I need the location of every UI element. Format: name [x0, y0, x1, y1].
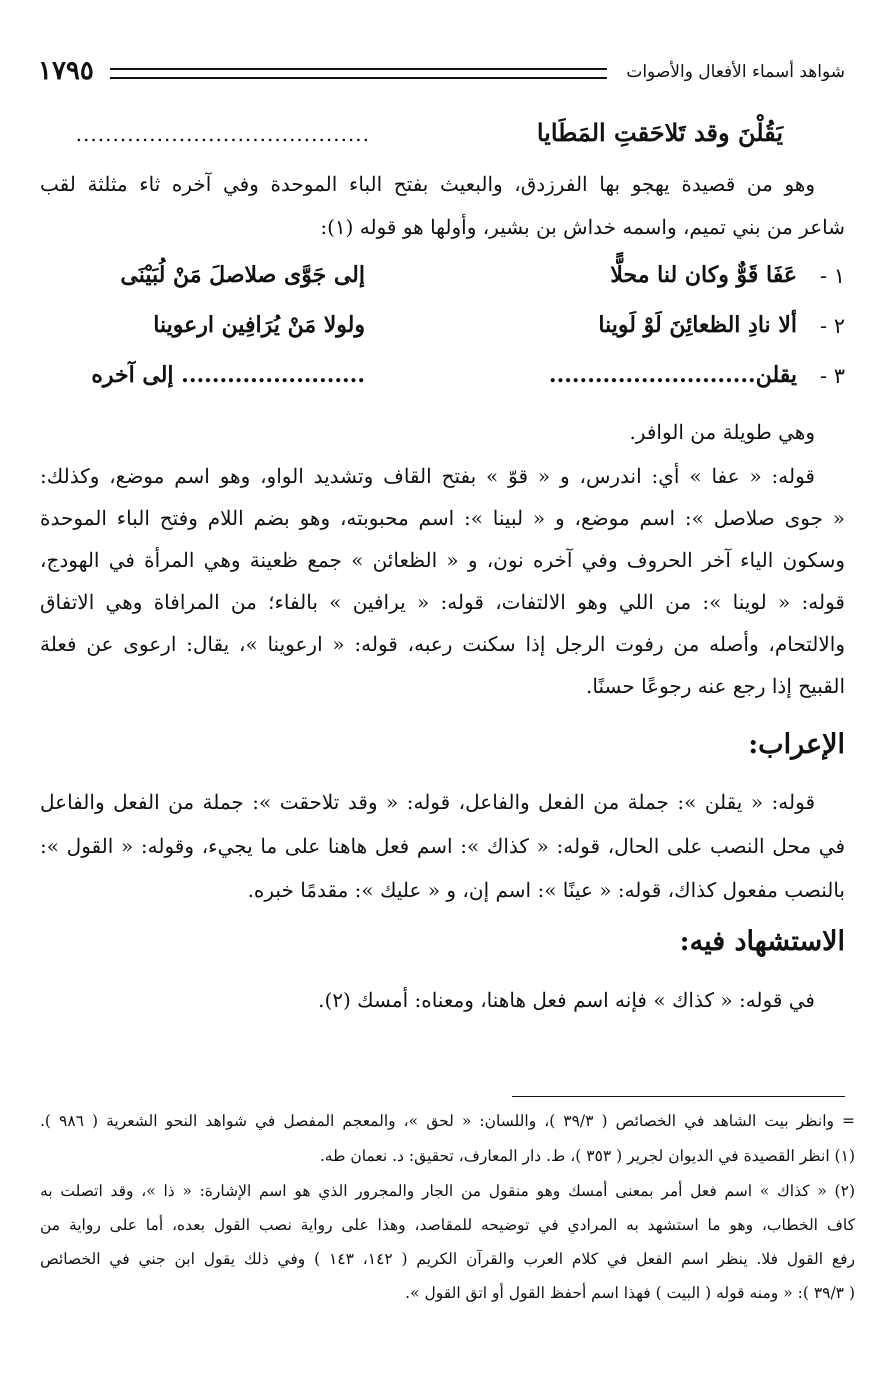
footnote-continuation: = وانظر بيت الشاهد في الخصائص ( ٣٩/٣ )، واللسان: « لحق »، والمعجم المفصل في شواهد النحو الشعرية ( ٩٨٦ ). — [40, 1112, 855, 1130]
gloss-line-6: القبيح إذا رجع عنه رجوعًا حسنًا. — [586, 674, 845, 698]
gloss-line-5: والالتحام، وأصله من رفوت الرجل إذا سكنت رعبه، قوله: « ارعوينا »، يقال: ارعوى عن فعلة — [40, 632, 845, 656]
gloss-line-1: قوله: « عفا » أي: اندرس، و « قوّ » بفتح القاف وتشديد الواو، وهو اسم موضع، وكذلك: — [40, 464, 815, 488]
verse-line-2 — [40, 312, 845, 354]
footnote-1: (١) انظر القصيدة في الديوان لجرير ( ٣٥٣ )، ط. دار المعارف، تحقيق: د. نعمان طه. — [319, 1147, 855, 1165]
gloss-line-3: وسكون الياء آخر الحروف وفي آخره نون، و « الظعائن » جمع ظعينة وهي المرأة في الهودج، — [40, 548, 845, 572]
footnote-2-line-3: رفع القول فلا. ينظر اسم الفعل في كلام العرب والقرآن الكريم ( ١٤٢، ١٤٣ ) وفي ذلك يقول ابن جني في الخصائص — [40, 1250, 855, 1268]
header-title: شواهد أسماء الأفعال والأصوات — [626, 62, 845, 82]
verse-number: ٢ - — [819, 314, 845, 338]
verse-heading-dots: ........................................ — [75, 122, 370, 146]
verse-number: ٣ - — [819, 364, 845, 388]
verse-second-hemistich: ولولا مَنْ يُرَافِين ارعوينا — [153, 312, 365, 338]
i3rab-line-2: في محل النصب على الحال، قوله: « كذاك »: اسم فعل هاهنا على ما يجيء، وقوله: « القول »: — [40, 834, 845, 858]
i3rab-line-3: بالنصب مفعول كذاك، قوله: « عينًا »: اسم إن، و « عليك »: مقدمًا خبره. — [247, 878, 845, 902]
gloss-line-2: « جوى صلاصل »: اسم موضع، و « لبينا »: اسم محبوبته، وهو بضم اللام وفتح الباء الموحدة — [40, 506, 845, 530]
page-number: ١٧٩٥ — [38, 56, 94, 86]
verse-first-hemistich: ألا نادِ الظعائِنَ لَوْ لَوينا — [598, 312, 797, 338]
istishhad-heading: الاستشهاد فيه: — [679, 926, 845, 957]
footnote-2-line-1: (٢) « كذاك » اسم فعل أمر بمعنى أمسك وهو منقول من الجار والمجرور الذي هو اسم الإشارة: « ذا »، وقد اتصلت به — [40, 1182, 855, 1200]
verse-number: ١ - — [819, 264, 845, 288]
intro-line-2: شاعر من بني تميم، واسمه خداش بن بشير، وأولها هو قوله (١): — [320, 215, 845, 239]
footnote-separator — [512, 1096, 845, 1097]
verse-line-3 — [40, 362, 845, 404]
footnote-2-line-4: ( ٣٩/٣ ): « ومنه قوله ( البيت ) فهذا اسم أحفظ القول أو اتق القول ». — [405, 1284, 855, 1302]
gloss-line-4: قوله: « لوينا »: من اللي وهو الالتفات، قوله: « يرافين » بالفاء؛ من المرافاة وهي الاتفاق — [40, 590, 845, 614]
verse-first-hemistich: عَفَا قَوٌّ وكان لنا محلًّا — [610, 262, 797, 288]
meter-note: وهي طويلة من الوافر. — [629, 420, 815, 444]
intro-line-1: وهو من قصيدة يهجو بها الفرزدق، والبعيث بفتح الباء الموحدة وفي آخره ثاء مثلثة لقب — [40, 172, 815, 196]
header-double-rule — [110, 68, 607, 79]
verse-first-hemistich: يقلن........................... — [548, 362, 797, 388]
running-header — [38, 56, 845, 90]
footnote-2-line-2: كاف الخطاب، وهو ما استشهد به المرادي في توضيحه للمقاصد، وهذا على رواية نصب القول بعده، أما على رواية من — [40, 1216, 855, 1234]
verse-second-hemistich: إلى جَوَّى صلاصلَ مَنْ لُبَيْنَى — [120, 262, 365, 288]
i3rab-line-1: قوله: « يقلن »: جملة من الفعل والفاعل، قوله: « وقد تلاحقت »: جملة من الفعل والفاعل — [40, 790, 815, 814]
verse-second-hemistich: ........................ إلى آخره — [91, 362, 365, 388]
verse-line-1 — [40, 262, 845, 304]
verse-hemistich-heading — [40, 118, 845, 158]
i3rab-heading: الإعراب: — [748, 729, 845, 760]
verse-heading-text: يَقُلْنَ وقد تَلاحَقتِ المَطَايا — [536, 118, 783, 147]
istishhad-line: في قوله: « كذاك » فإنه اسم فعل هاهنا، ومعناه: أمسك (٢). — [318, 988, 815, 1012]
